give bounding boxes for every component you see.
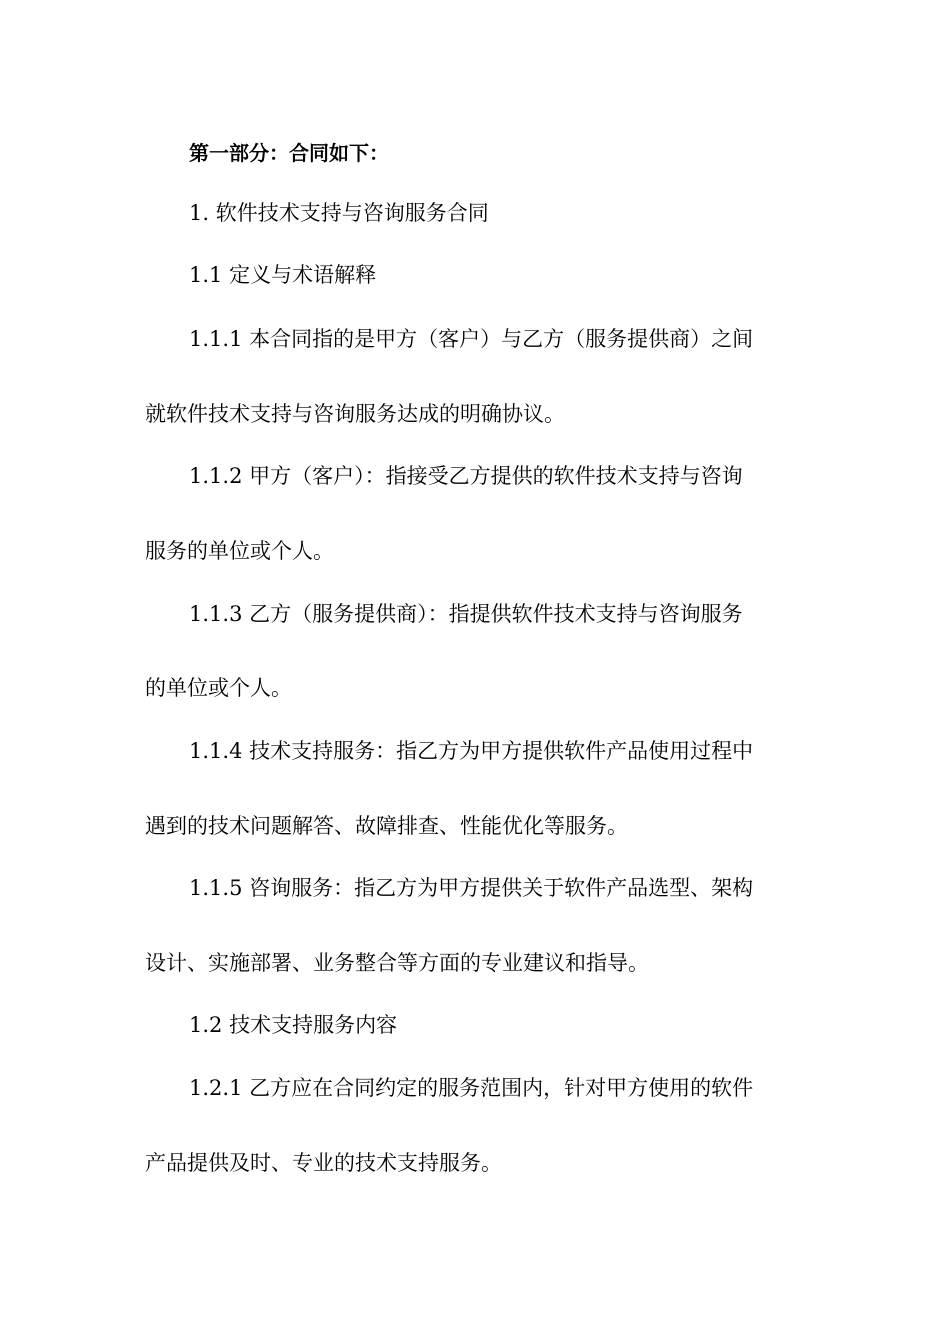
- clause-1-1-1-line-1: 1.1.1 本合同指的是甲方（客户）与乙方（服务提供商）之间: [189, 327, 754, 351]
- clause-1-1-1-line-2: 就软件技术支持与咨询服务达成的明确协议。: [145, 402, 565, 426]
- clause-1-1-5-line-2: 设计、实施部署、业务整合等方面的专业建议和指导。: [145, 951, 649, 975]
- clause-1-1-2-line-2: 服务的单位或个人。: [145, 539, 334, 563]
- clause-1-1-2-line-1: 1.1.2 甲方（客户）：指接受乙方提供的软件技术支持与咨询: [189, 464, 743, 488]
- clause-1-2-1-line-1: 1.2.1 乙方应在合同约定的服务范围内，针对甲方使用的软件: [189, 1076, 754, 1100]
- clause-1-1-4-line-1: 1.1.4 技术支持服务：指乙方为甲方提供软件产品使用过程中: [189, 739, 754, 763]
- clause-1-1-5-line-1: 1.1.5 咨询服务：指乙方为甲方提供关于软件产品选型、架构: [189, 876, 754, 900]
- clause-1-1-title: 1.1 定义与术语解释: [189, 263, 377, 287]
- section-heading: 第一部分：合同如下：: [189, 141, 389, 165]
- clause-1-2-1-line-2: 产品提供及时、专业的技术支持服务。: [145, 1151, 502, 1175]
- clause-1-1-4-line-2: 遇到的技术问题解答、故障排查、性能优化等服务。: [145, 814, 628, 838]
- clause-1-1-3-line-2: 的单位或个人。: [145, 676, 292, 700]
- clause-1-1-3-line-1: 1.1.3 乙方（服务提供商）：指提供软件技术支持与咨询服务: [189, 602, 743, 626]
- clause-1-title: 1. 软件技术支持与咨询服务合同: [189, 201, 489, 225]
- clause-1-2-title: 1.2 技术支持服务内容: [189, 1013, 398, 1037]
